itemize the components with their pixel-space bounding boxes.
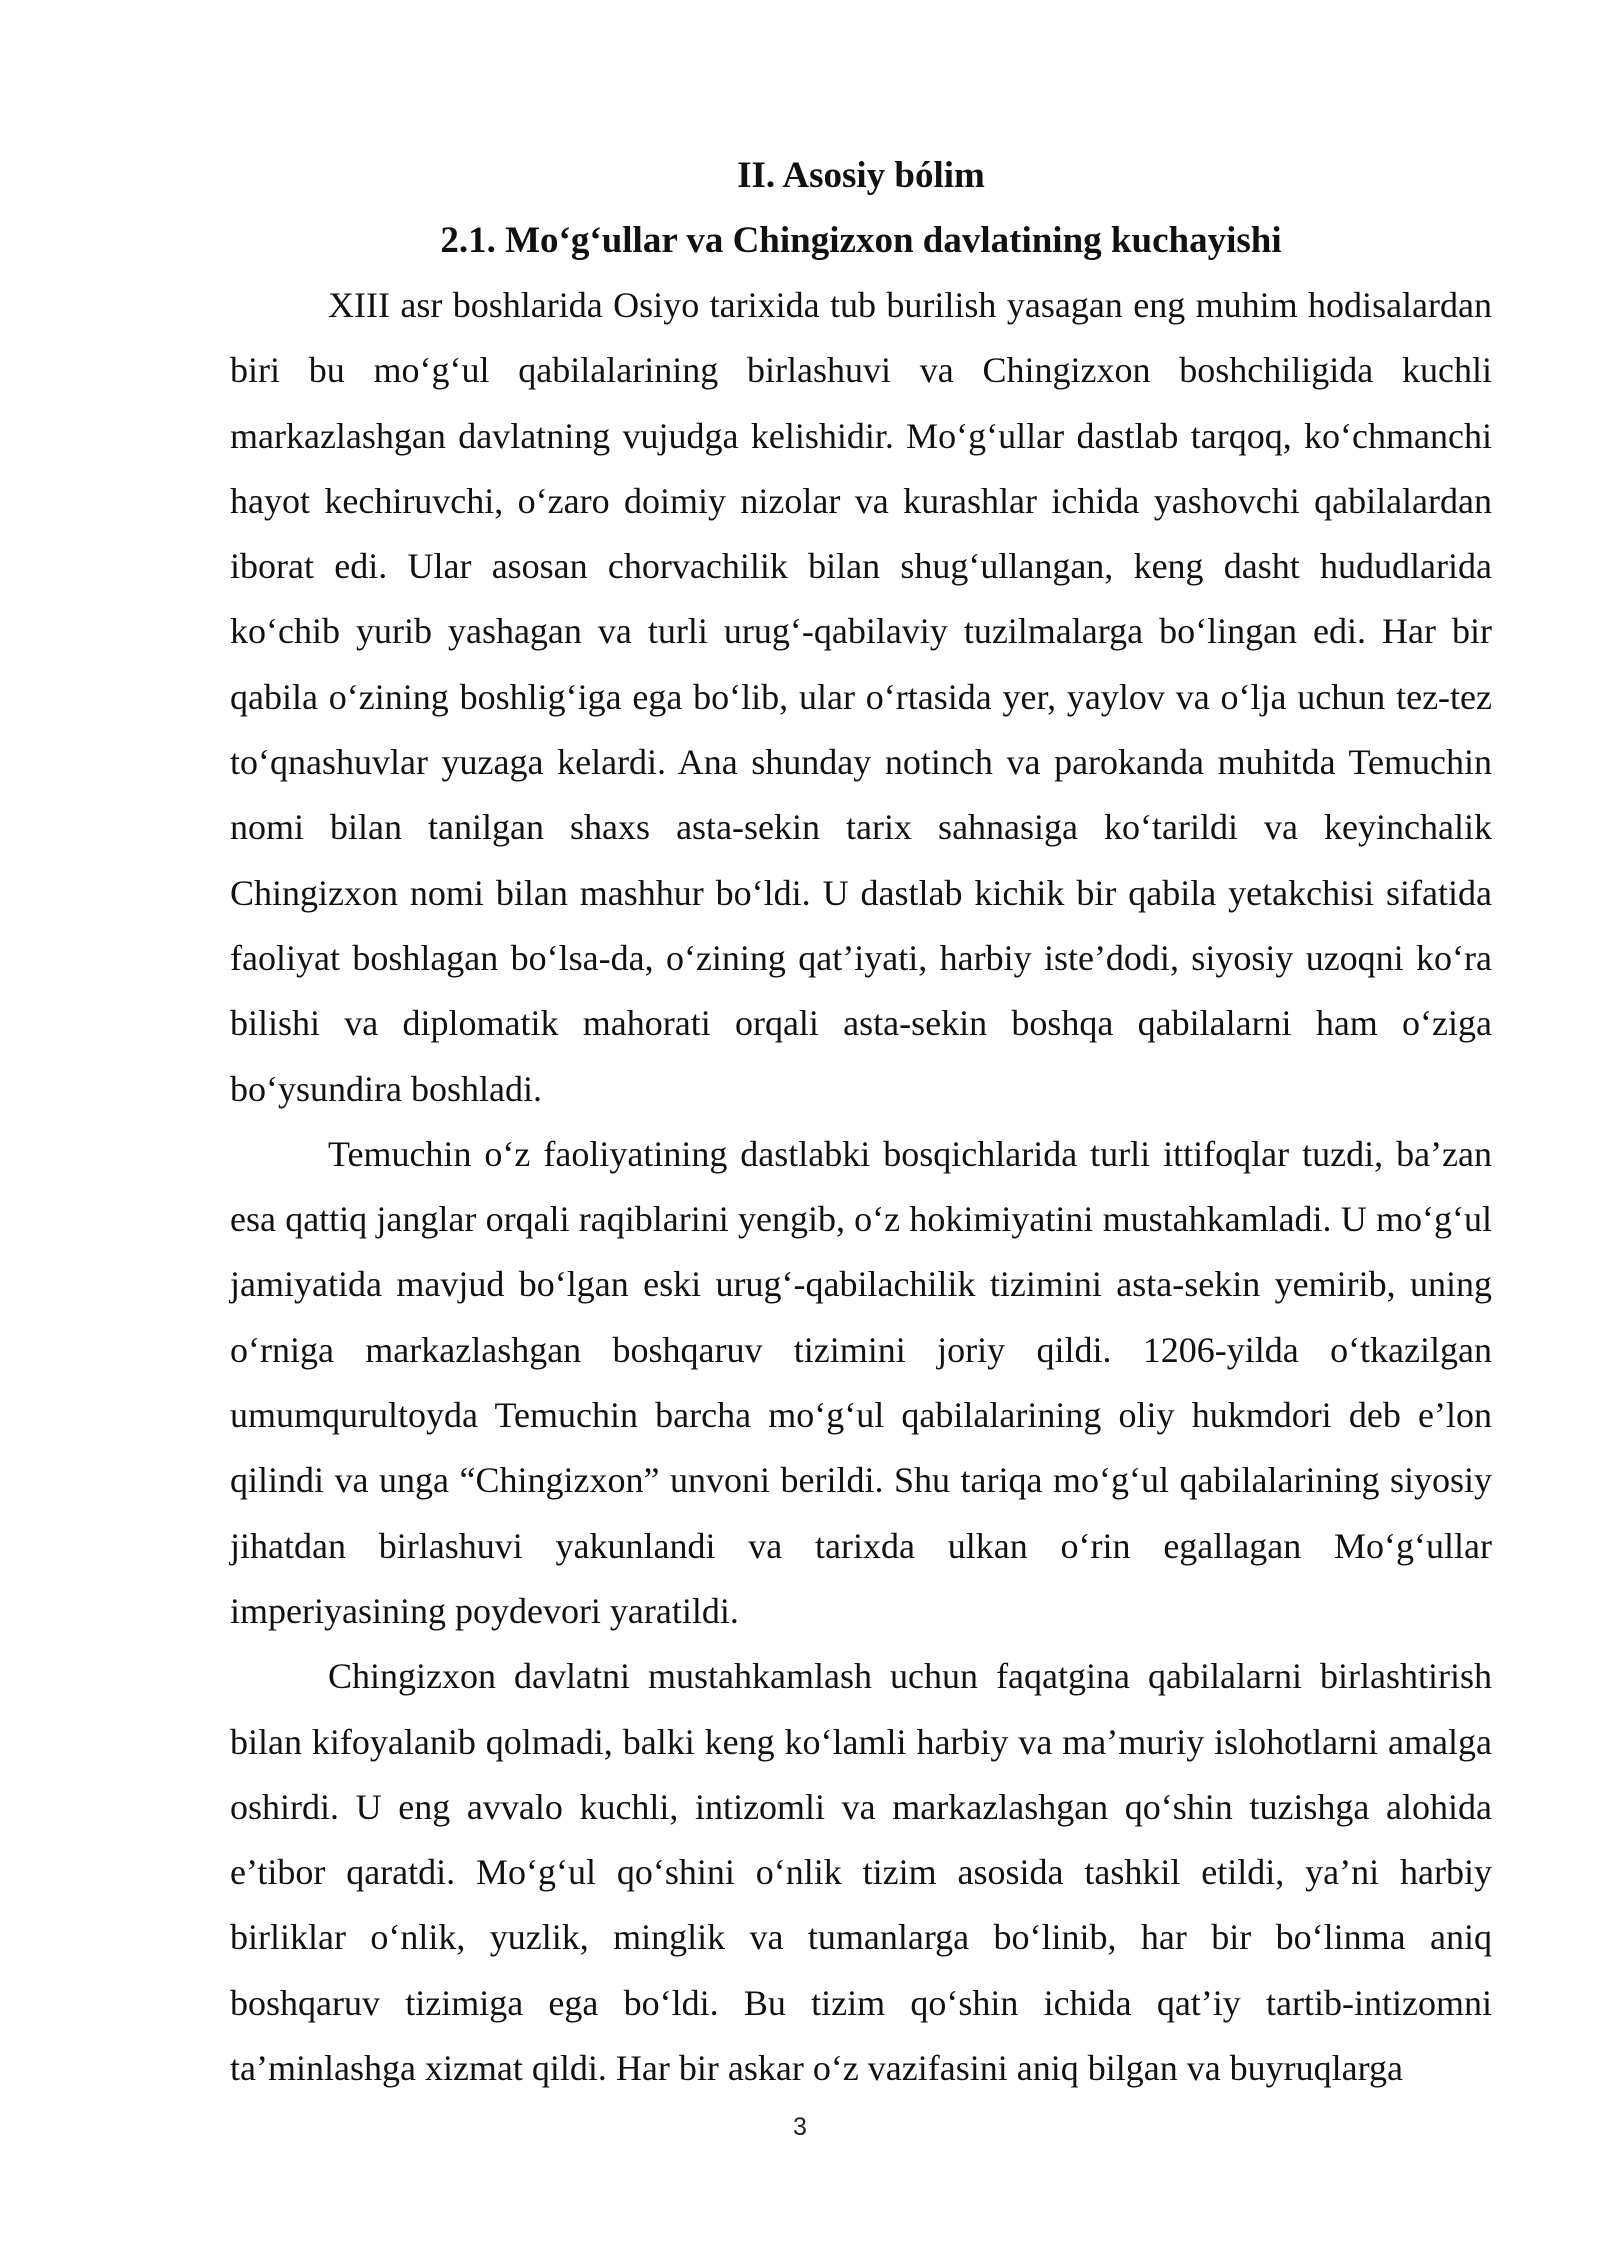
section-title: II. Asosiy bólim: [737, 155, 985, 196]
paragraph-1: XIII asr boshlarida Osiyo tarixida tub burilish yasagan eng muhim hodisalardan biri bu mo‘g‘ul qabilalarining birlashuvi va Chingizxon boshchiligida kuchli markazlashgan davlatning vujudga kelishidir. Mo‘g‘ullar dastlab tarqoq, ko‘chmanchi hayot kechiruvchi, o‘zaro doimiy nizolar va kurashlar ichida yashovchi qabilalardan iborat edi. Ular asosan chorvachilik bilan shug‘ullangan, keng dasht hududlarida ko‘chib yurib yashagan va turli urug‘-qabilaviy tuzilmalarga bo‘lingan edi. Har bir qabila o‘zining boshlig‘iga ega bo‘lib, ular o‘rtasida yer, yaylov va o‘lja uchun tez-tez to‘qnashuvlar yuzaga kelardi. Ana shunday notinch va parokanda muhitda Temuchin nomi bilan tanilgan shaxs asta-sekin tarix sahnasiga ko‘tarildi va keyinchalik Chingizxon nomi bilan mashhur bo‘ldi. U dastlab kichik bir qabila yetakchisi sifatida faoliyat boshlagan bo‘lsa-da, o‘zining qat’iyati, harbiy iste’dodi, siyosiy uzoqni ko‘ra bilishi va diplomatik mahorati orqali asta-sekin boshqa qabilalarni ham o‘ziga bo‘ysundira boshladi.: [230, 285, 1492, 1109]
subsection-title: 2.1. Mo‘g‘ullar va Chingizxon davlatining kuchayishi: [440, 220, 1282, 261]
page-number: 3: [793, 2113, 807, 2141]
page-content: [230, 143, 1492, 2101]
paragraph-2: Temuchin o‘z faoliyatining dastlabki bosqichlarida turli ittifoqlar tuzdi, ba’zan esa qattiq janglar orqali raqiblarini yengib, o‘z hokimiyatini mustahkamladi. U mo‘g‘ul jamiyatida mavjud bo‘lgan eski urug‘-qabilachilik tizimini asta-sekin yemirib, uning o‘rniga markazlashgan boshqaruv tizimini joriy qildi. 1206-yilda o‘tkazilgan umumqurultoyda Temuchin barcha mo‘g‘ul qabilalarining oliy hukmdori deb e’lon qilindi va unga “Chingizxon” unvoni berildi. Shu tariqa mo‘g‘ul qabilalarining siyosiy jihatdan birlashuvi yakunlandi va tarixda ulkan o‘rin egallagan Mo‘g‘ullar imperiyasining poydevori yaratildi.: [230, 1133, 1492, 1631]
paragraph-3: Chingizxon davlatni mustahkamlash uchun faqatgina qabilalarni birlashtirish bilan kifoyalanib qolmadi, balki keng ko‘lamli harbiy va ma’muriy islohotlarni amalga oshirdi. U eng avvalo kuchli, intizomli va markazlashgan qo‘shin tuzishga alohida e’tibor qaratdi. Mo‘g‘ul qo‘shini o‘nlik tizim asosida tashkil etildi, ya’ni harbiy birliklar o‘nlik, yuzlik, minglik va tumanlarga bo‘linib, har bir bo‘linma aniq boshqaruv tizimiga ega bo‘ldi. Bu tizim qo‘shin ichida qat’iy tartib-intizomni ta’minlashga xizmat qildi. Har bir askar o‘z vazifasini aniq bilgan va buyruqlarga: [230, 1656, 1492, 2089]
